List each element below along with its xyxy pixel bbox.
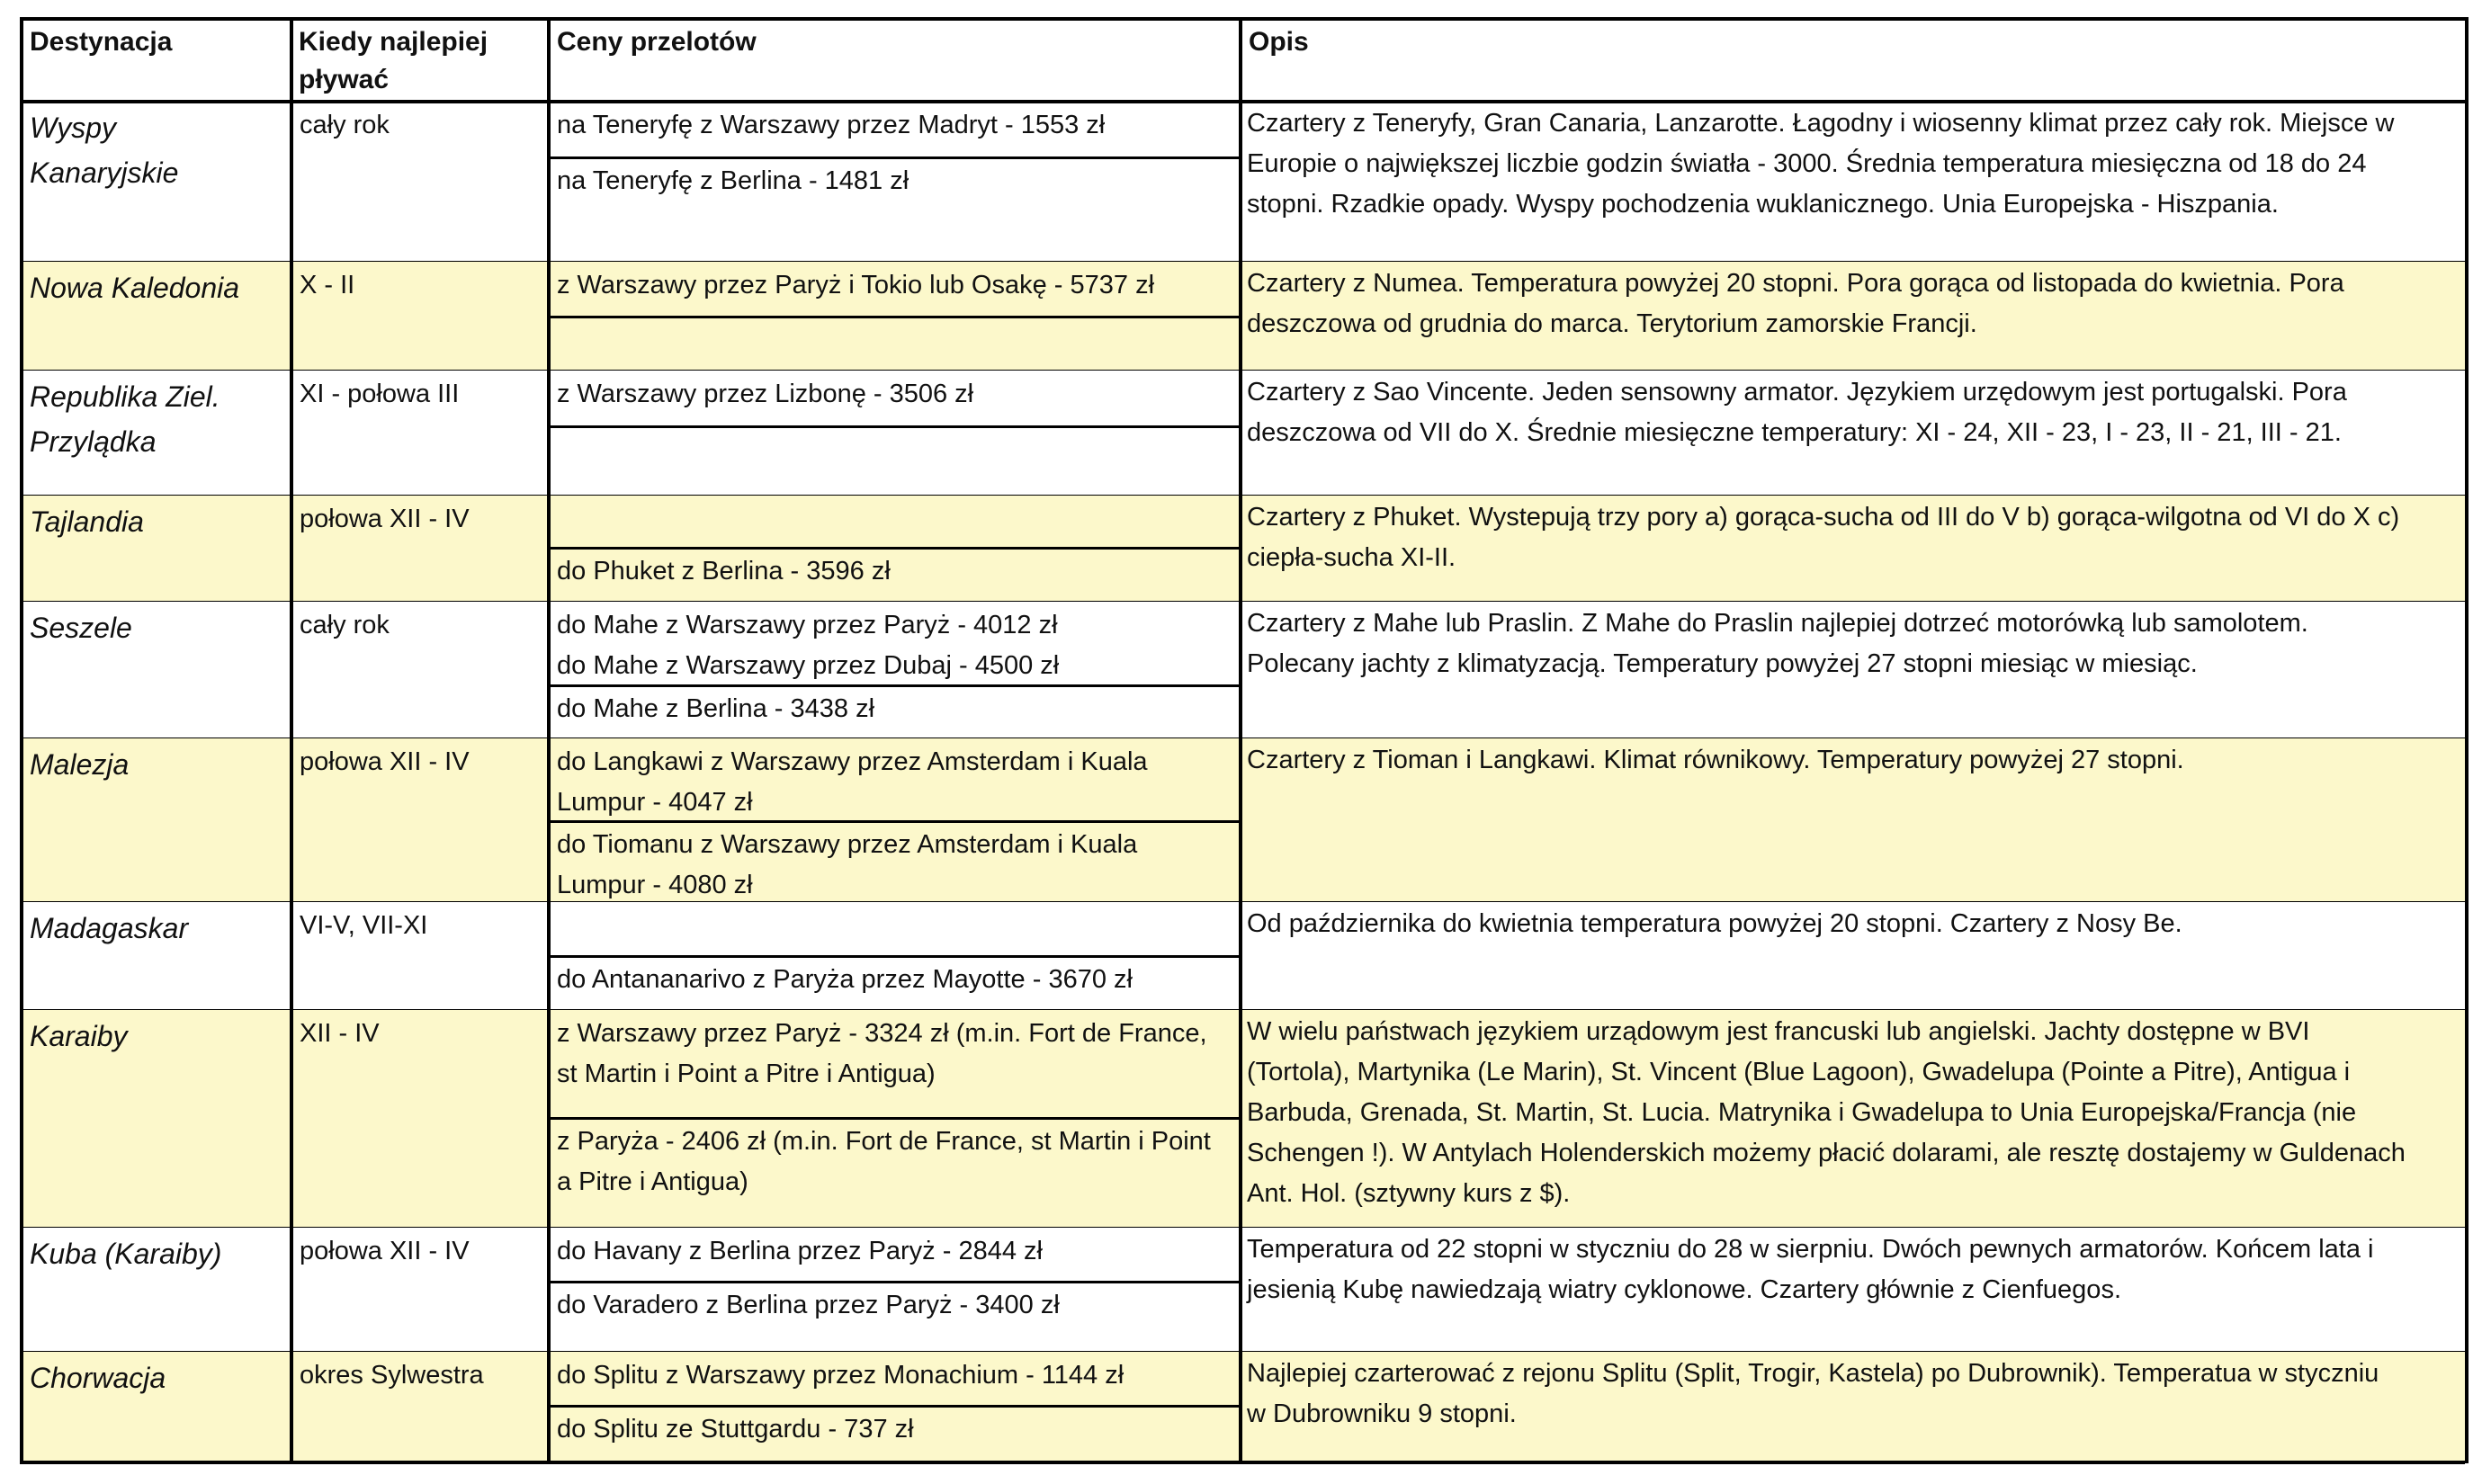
description-line: Czartery z Sao Vincente. Jeden sensowny armator. Językiem urzędowym jest portugalski. Pora bbox=[1247, 378, 2347, 407]
when-cell: cały rok bbox=[300, 611, 390, 639]
flight-price: do Mahe z Berlina - 3438 zł bbox=[557, 694, 875, 723]
destination-cell bbox=[22, 602, 288, 738]
description-cell bbox=[1241, 371, 2463, 496]
flight-price: z Warszawy przez Paryż i Tokio lub Osakę - 5737 zł bbox=[557, 271, 1155, 299]
table-top-border bbox=[20, 17, 2468, 21]
description-cell bbox=[1241, 902, 2463, 1010]
flight-divider bbox=[547, 1405, 1239, 1408]
description-cell bbox=[1241, 1352, 2463, 1462]
description-line: (Tortola), Martynika (Le Marin), St. Vincent (Blue Lagoon), Gwadelupa (Pointe a Pitre), Antigua i bbox=[1247, 1058, 2351, 1086]
destination-name: Nowa Kaledonia bbox=[30, 272, 240, 304]
description-line: Ant. Hol. (sztywny kurs z $). bbox=[1247, 1179, 1571, 1208]
destination-name: Wyspy bbox=[30, 112, 116, 144]
flight-price: na Teneryfę z Warszawy przez Madryt - 1553 zł bbox=[557, 111, 1106, 139]
description-line: deszczowa od VII do X. Średnie miesięczne temperatury: XI - 24, XII - 23, I - 23, II - 21, III - 21. bbox=[1247, 418, 2342, 447]
flight-price: do Splitu z Warszawy przez Monachium - 1144 zł bbox=[557, 1361, 1125, 1390]
flight-price-cell bbox=[549, 262, 1237, 317]
header-divider bbox=[20, 100, 2468, 103]
flight-price-cell bbox=[549, 371, 1237, 426]
flight-divider bbox=[547, 1281, 1239, 1283]
flight-price: st Martin i Point a Pitre i Antigua) bbox=[557, 1059, 936, 1088]
flight-price-cell bbox=[549, 821, 1237, 902]
flight-divider bbox=[547, 1117, 1239, 1120]
description-cell bbox=[1241, 602, 2463, 738]
when-cell: XI - połowa III bbox=[300, 380, 460, 408]
flight-price: do Mahe z Warszawy przez Paryż - 4012 zł bbox=[557, 611, 1058, 639]
destination-name: Przylądka bbox=[30, 425, 157, 458]
description-line: Temperatura od 22 stopni w styczniu do 28 w sierpniu. Dwóch pewnych armatorów. Końcem lata i bbox=[1247, 1235, 2374, 1264]
column-divider bbox=[290, 17, 293, 1463]
flight-price: do Mahe z Warszawy przez Dubaj - 4500 zł bbox=[557, 651, 1060, 680]
destination-name: Madagaskar bbox=[30, 912, 189, 944]
flight-divider bbox=[547, 684, 1239, 687]
destination-cell bbox=[22, 496, 288, 602]
description-line: stopni. Rzadkie opady. Wyspy pochodzenia wuklanicznego. Unia Europejska - Hiszpania. bbox=[1247, 190, 2279, 219]
header-prices: Ceny przelotów bbox=[557, 27, 757, 57]
destination-cell bbox=[22, 738, 288, 902]
flight-price-cell bbox=[549, 102, 1237, 157]
flight-price-cell bbox=[549, 602, 1237, 685]
flight-price-cell bbox=[549, 902, 1237, 956]
destination-name: Karaiby bbox=[30, 1020, 128, 1052]
flight-price: do Varadero z Berlina przez Paryż - 3400 zł bbox=[557, 1291, 1060, 1319]
flight-price: Lumpur - 4047 zł bbox=[557, 788, 753, 817]
column-divider bbox=[1239, 17, 1242, 1463]
flight-divider bbox=[547, 425, 1239, 428]
when-cell: połowa XII - IV bbox=[300, 505, 470, 533]
destination-name: Kanaryjskie bbox=[30, 156, 179, 189]
description-cell bbox=[1241, 102, 2463, 262]
flight-price-cell bbox=[549, 685, 1237, 738]
when-cell: połowa XII - IV bbox=[300, 1237, 470, 1265]
description-line: Barbuda, Grenada, St. Martin, St. Lucia. Matrynika i Gwadelupa to Unia Europejska/Francja (nie bbox=[1247, 1098, 2357, 1127]
flight-price-cell bbox=[549, 1228, 1237, 1282]
description-cell bbox=[1241, 262, 2463, 371]
flight-price: do Havany z Berlina przez Paryż - 2844 zł bbox=[557, 1237, 1043, 1265]
destination-cell bbox=[22, 1352, 288, 1462]
header-when-line: pływać bbox=[299, 65, 390, 94]
flight-price-cell bbox=[549, 1406, 1237, 1462]
flight-price-cell bbox=[549, 1282, 1237, 1352]
column-divider bbox=[20, 17, 23, 1463]
flight-divider bbox=[547, 820, 1239, 823]
description-cell bbox=[1241, 1010, 2463, 1228]
destination-cell bbox=[22, 102, 288, 262]
when-cell: X - II bbox=[300, 271, 355, 299]
destination-cell bbox=[22, 262, 288, 371]
description-line: Czartery z Teneryfy, Gran Canaria, Lanzarotte. Łagodny i wiosenny klimat przez cały rok. Miejsce w bbox=[1247, 109, 2395, 138]
destination-name: Seszele bbox=[30, 612, 132, 644]
flight-price-cell bbox=[549, 157, 1237, 262]
description-line: Czartery z Phuket. Wystepują trzy pory a) gorąca-sucha od III do V b) gorąca-wilgotna od VI do X c) bbox=[1247, 503, 2400, 532]
flight-price: na Teneryfę z Berlina - 1481 zł bbox=[557, 166, 909, 195]
when-cell: cały rok bbox=[300, 111, 390, 139]
when-cell: XII - IV bbox=[300, 1019, 380, 1048]
description-cell bbox=[1241, 738, 2463, 902]
when-cell: okres Sylwestra bbox=[300, 1361, 484, 1390]
flight-divider bbox=[547, 547, 1239, 550]
description-line: Najlepiej czarterować z rejonu Splitu (Split, Trogir, Kastela) po Dubrownik). Temperatua w styczniu bbox=[1247, 1359, 2379, 1388]
description-line: Czartery z Numea. Temperatura powyżej 20 stopni. Pora gorąca od listopada do kwietnia. Pora bbox=[1247, 269, 2344, 298]
flight-price-cell bbox=[549, 496, 1237, 548]
flight-divider bbox=[547, 316, 1239, 318]
flight-price: do Langkawi z Warszawy przez Amsterdam i Kuala bbox=[557, 747, 1148, 776]
flight-price: z Warszawy przez Paryż - 3324 zł (m.in. Fort de France, bbox=[557, 1019, 1207, 1048]
description-line: Europie o największej liczbie godzin światła - 3000. Średnia temperatura miesięczna od 18 do 24 bbox=[1247, 149, 2367, 178]
flight-price-cell bbox=[549, 426, 1237, 496]
destination-cell bbox=[22, 902, 288, 1010]
description-line: Czartery z Mahe lub Praslin. Z Mahe do Praslin najlepiej dotrzeć motorówką lub samolotem. bbox=[1247, 609, 2308, 638]
flight-price-cell bbox=[549, 1118, 1237, 1228]
header-when bbox=[291, 20, 547, 101]
flight-divider bbox=[547, 156, 1239, 159]
description-cell bbox=[1241, 1228, 2463, 1352]
destination-name: Tajlandia bbox=[30, 505, 144, 538]
description-line: Od października do kwietnia temperatura powyżej 20 stopni. Czartery z Nosy Be. bbox=[1247, 909, 2182, 938]
row-divider bbox=[20, 1461, 2465, 1464]
description-line: ciepła-sucha XI-II. bbox=[1247, 543, 1456, 572]
flight-price: do Tiomanu z Warszawy przez Amsterdam i Kuala bbox=[557, 830, 1138, 859]
flight-price: do Antananarivo z Paryża przez Mayotte - 3670 zł bbox=[557, 965, 1133, 994]
when-cell: VI-V, VII-XI bbox=[300, 911, 428, 940]
when-cell: połowa XII - IV bbox=[300, 747, 470, 776]
flight-price: z Paryża - 2406 zł (m.in. Fort de France, st Martin i Point bbox=[557, 1127, 1211, 1156]
header-when-line: Kiedy najlepiej bbox=[299, 27, 488, 57]
flight-price-cell bbox=[549, 548, 1237, 602]
description-line: Czartery z Tioman i Langkawi. Klimat równikowy. Temperatury powyżej 27 stopni. bbox=[1247, 746, 2184, 774]
flight-price: Lumpur - 4080 zł bbox=[557, 871, 753, 899]
header-description: Opis bbox=[1249, 27, 1309, 57]
description-line: Schengen !). W Antylach Holenderskich możemy płacić dolarami, ale resztę dostajemy w Guldenach bbox=[1247, 1139, 2406, 1167]
flight-price: a Pitre i Antigua) bbox=[557, 1167, 748, 1196]
destination-name: Chorwacja bbox=[30, 1362, 166, 1394]
description-line: jesienią Kubę nawiedzają wiatry cyklonowe. Czartery głównie z Cienfuegos. bbox=[1247, 1275, 2121, 1304]
description-line: deszczowa od grudnia do marca. Terytorium zamorskie Francji. bbox=[1247, 309, 1977, 338]
description-line: w Dubrowniku 9 stopni. bbox=[1247, 1399, 1517, 1428]
column-divider bbox=[547, 17, 551, 1463]
flight-price-cell bbox=[549, 317, 1237, 371]
header-destination: Destynacja bbox=[30, 27, 173, 57]
flight-price: do Splitu ze Stuttgardu - 737 zł bbox=[557, 1415, 914, 1444]
flight-price: z Warszawy przez Lizbonę - 3506 zł bbox=[557, 380, 974, 408]
column-divider bbox=[2465, 17, 2469, 1463]
destination-cell bbox=[22, 371, 288, 496]
destination-name: Kuba (Karaiby) bbox=[30, 1238, 222, 1270]
destination-name: Republika Ziel. bbox=[30, 380, 220, 413]
flight-price-cell bbox=[549, 738, 1237, 821]
flight-divider bbox=[547, 955, 1239, 958]
description-line: Polecany jachty z klimatyzacją. Temperatury powyżej 27 stopni miesiąc w miesiąc. bbox=[1247, 649, 2198, 678]
description-cell bbox=[1241, 496, 2463, 602]
destination-cell bbox=[22, 1228, 288, 1352]
flight-price-cell bbox=[549, 956, 1237, 1010]
destination-name: Malezja bbox=[30, 748, 130, 781]
destination-cell bbox=[22, 1010, 288, 1228]
flight-price-cell bbox=[549, 1352, 1237, 1406]
description-line: W wielu państwach językiem urządowym jest francuski lub angielski. Jachty dostępne w BVI bbox=[1247, 1017, 2310, 1046]
flight-price-cell bbox=[549, 1010, 1237, 1118]
flight-price: do Phuket z Berlina - 3596 zł bbox=[557, 557, 891, 586]
